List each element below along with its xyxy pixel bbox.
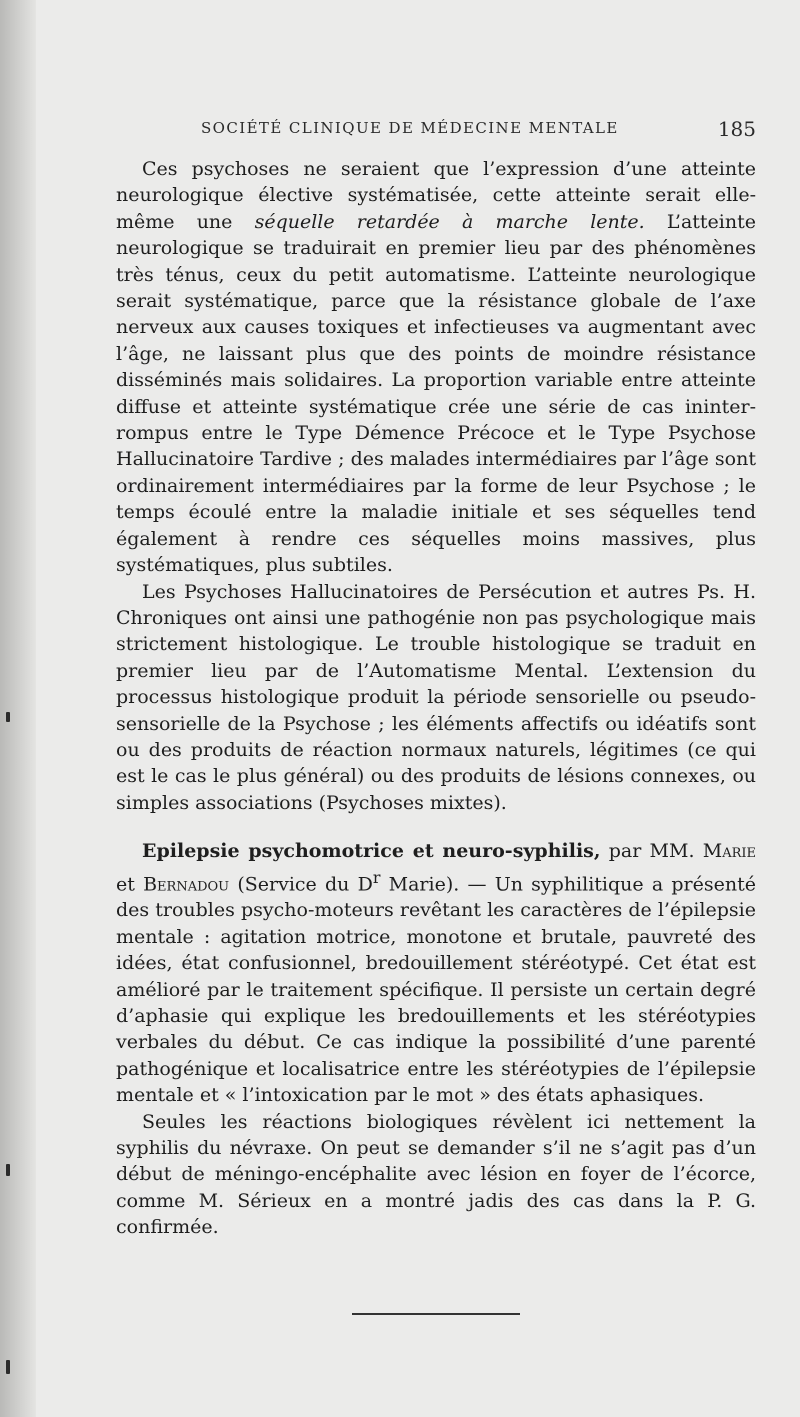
paragraph-text: Marie). — Un syphilitique a présenté des troubles psycho-moteurs revêtant les caractères de l’épilepsie mentale : agitation motrice, monotone et brutale, pauvreté des idées, état confusionnel, bredouillement stéréotypé. Cet état est amélioré par le traitement spécifique. Il persiste un certain degré d’aphasie qui explique les bredouillements et les stéréotypies verbales du début. Ce cas indique la possibilité d’une parenté pathogénique et localisatrice entre les stéréotypies de l’épilepsie mentale et « l’intoxication par le mot » des états aphasiques. — [116, 872, 756, 1107]
page-binding-shadow — [0, 0, 36, 1417]
paragraph-histological-pathogeny: Les Psychoses Hallucinatoires de Persécution et autres Ps. H. Chroniques ont ainsi une pathogénie non pas psychologique mais strictement histologique. Le trouble histologique se traduit en premier lieu par de l’Automatisme Mental. L’extension du processus histologique produit la période sensorielle ou pseudo-sensorielle de la Psychose ; les éléments affectifs ou idéatifs sont ou des produits de réaction normaux naturels, légitimes (ce qui est le cas le plus général) ou des produits de lésions connexes, ou simples associations (Psychoses mixtes). — [116, 580, 756, 814]
scan-edge-mark — [6, 1360, 10, 1374]
page-number: 185 — [717, 117, 756, 141]
author-name: Marie — [702, 840, 757, 863]
paragraph-text: et — [116, 872, 144, 895]
paragraph-text: (Service du D — [229, 872, 373, 895]
report-title: Epilepsie psychomotrice et neuro-syphilis, — [142, 840, 601, 863]
paragraph-text: L’atteinte neurologique se traduirait en premier lieu par des phénomènes très ténus, ceux du petit automatisme. L’atteinte neurologique serait systématique, parce que la résistance globale de l’axe nerveux aux causes toxiques et infectieuses va augmentant avec l’âge, ne laissant plus que des points de moindre résistance disséminés mais solidaires. La proportion variable entre atteinte diffuse et atteinte systématique crée une série de cas ininterrompus entre le Type Démence Précoce et le Type Psychose Hallucinatoire Tardive ; des malades intermédiaires par l’âge sont ordinairement intermédiaires par la forme de leur Psychose ; le temps écoulé entre la maladie initiale et ses séquelles tend également à rendre ces séquelles moins massives, plus systématiques, plus subtiles. — [116, 210, 756, 577]
paragraph-text: Ces psychoses ne seraient que l’expression d’une atteinte neurologique élective systématisée, cette atteinte serait elle-même une — [116, 158, 756, 233]
scan-edge-mark — [6, 712, 10, 722]
section-end-rule — [352, 1313, 520, 1315]
paragraph-text: par MM. — [600, 840, 703, 863]
paragraph-psychoses-pathogenesis — [116, 156, 756, 579]
author-name: Bernadou — [143, 872, 230, 895]
paragraph-epilepsy-report — [116, 838, 756, 1108]
running-head — [116, 117, 756, 141]
scan-edge-mark — [6, 1164, 10, 1176]
body-text — [116, 156, 756, 1241]
running-title: SOCIÉTÉ CLINIQUE DE MÉDECINE MENTALE — [201, 119, 619, 137]
italic-phrase: séquelle retardée à marche lente. — [254, 210, 645, 233]
paragraph-biological-reactions: Seules les réactions biologiques révèlent ici nettement la syphilis du névraxe. On peut se demander s’il ne s’agit pas d’un début de méningo-encéphalite avec lésion en foyer de l’écorce, comme M. Sérieux en a montré jadis des cas dans la P. G. confirmée. — [116, 1110, 756, 1239]
superscript: r — [372, 867, 381, 887]
